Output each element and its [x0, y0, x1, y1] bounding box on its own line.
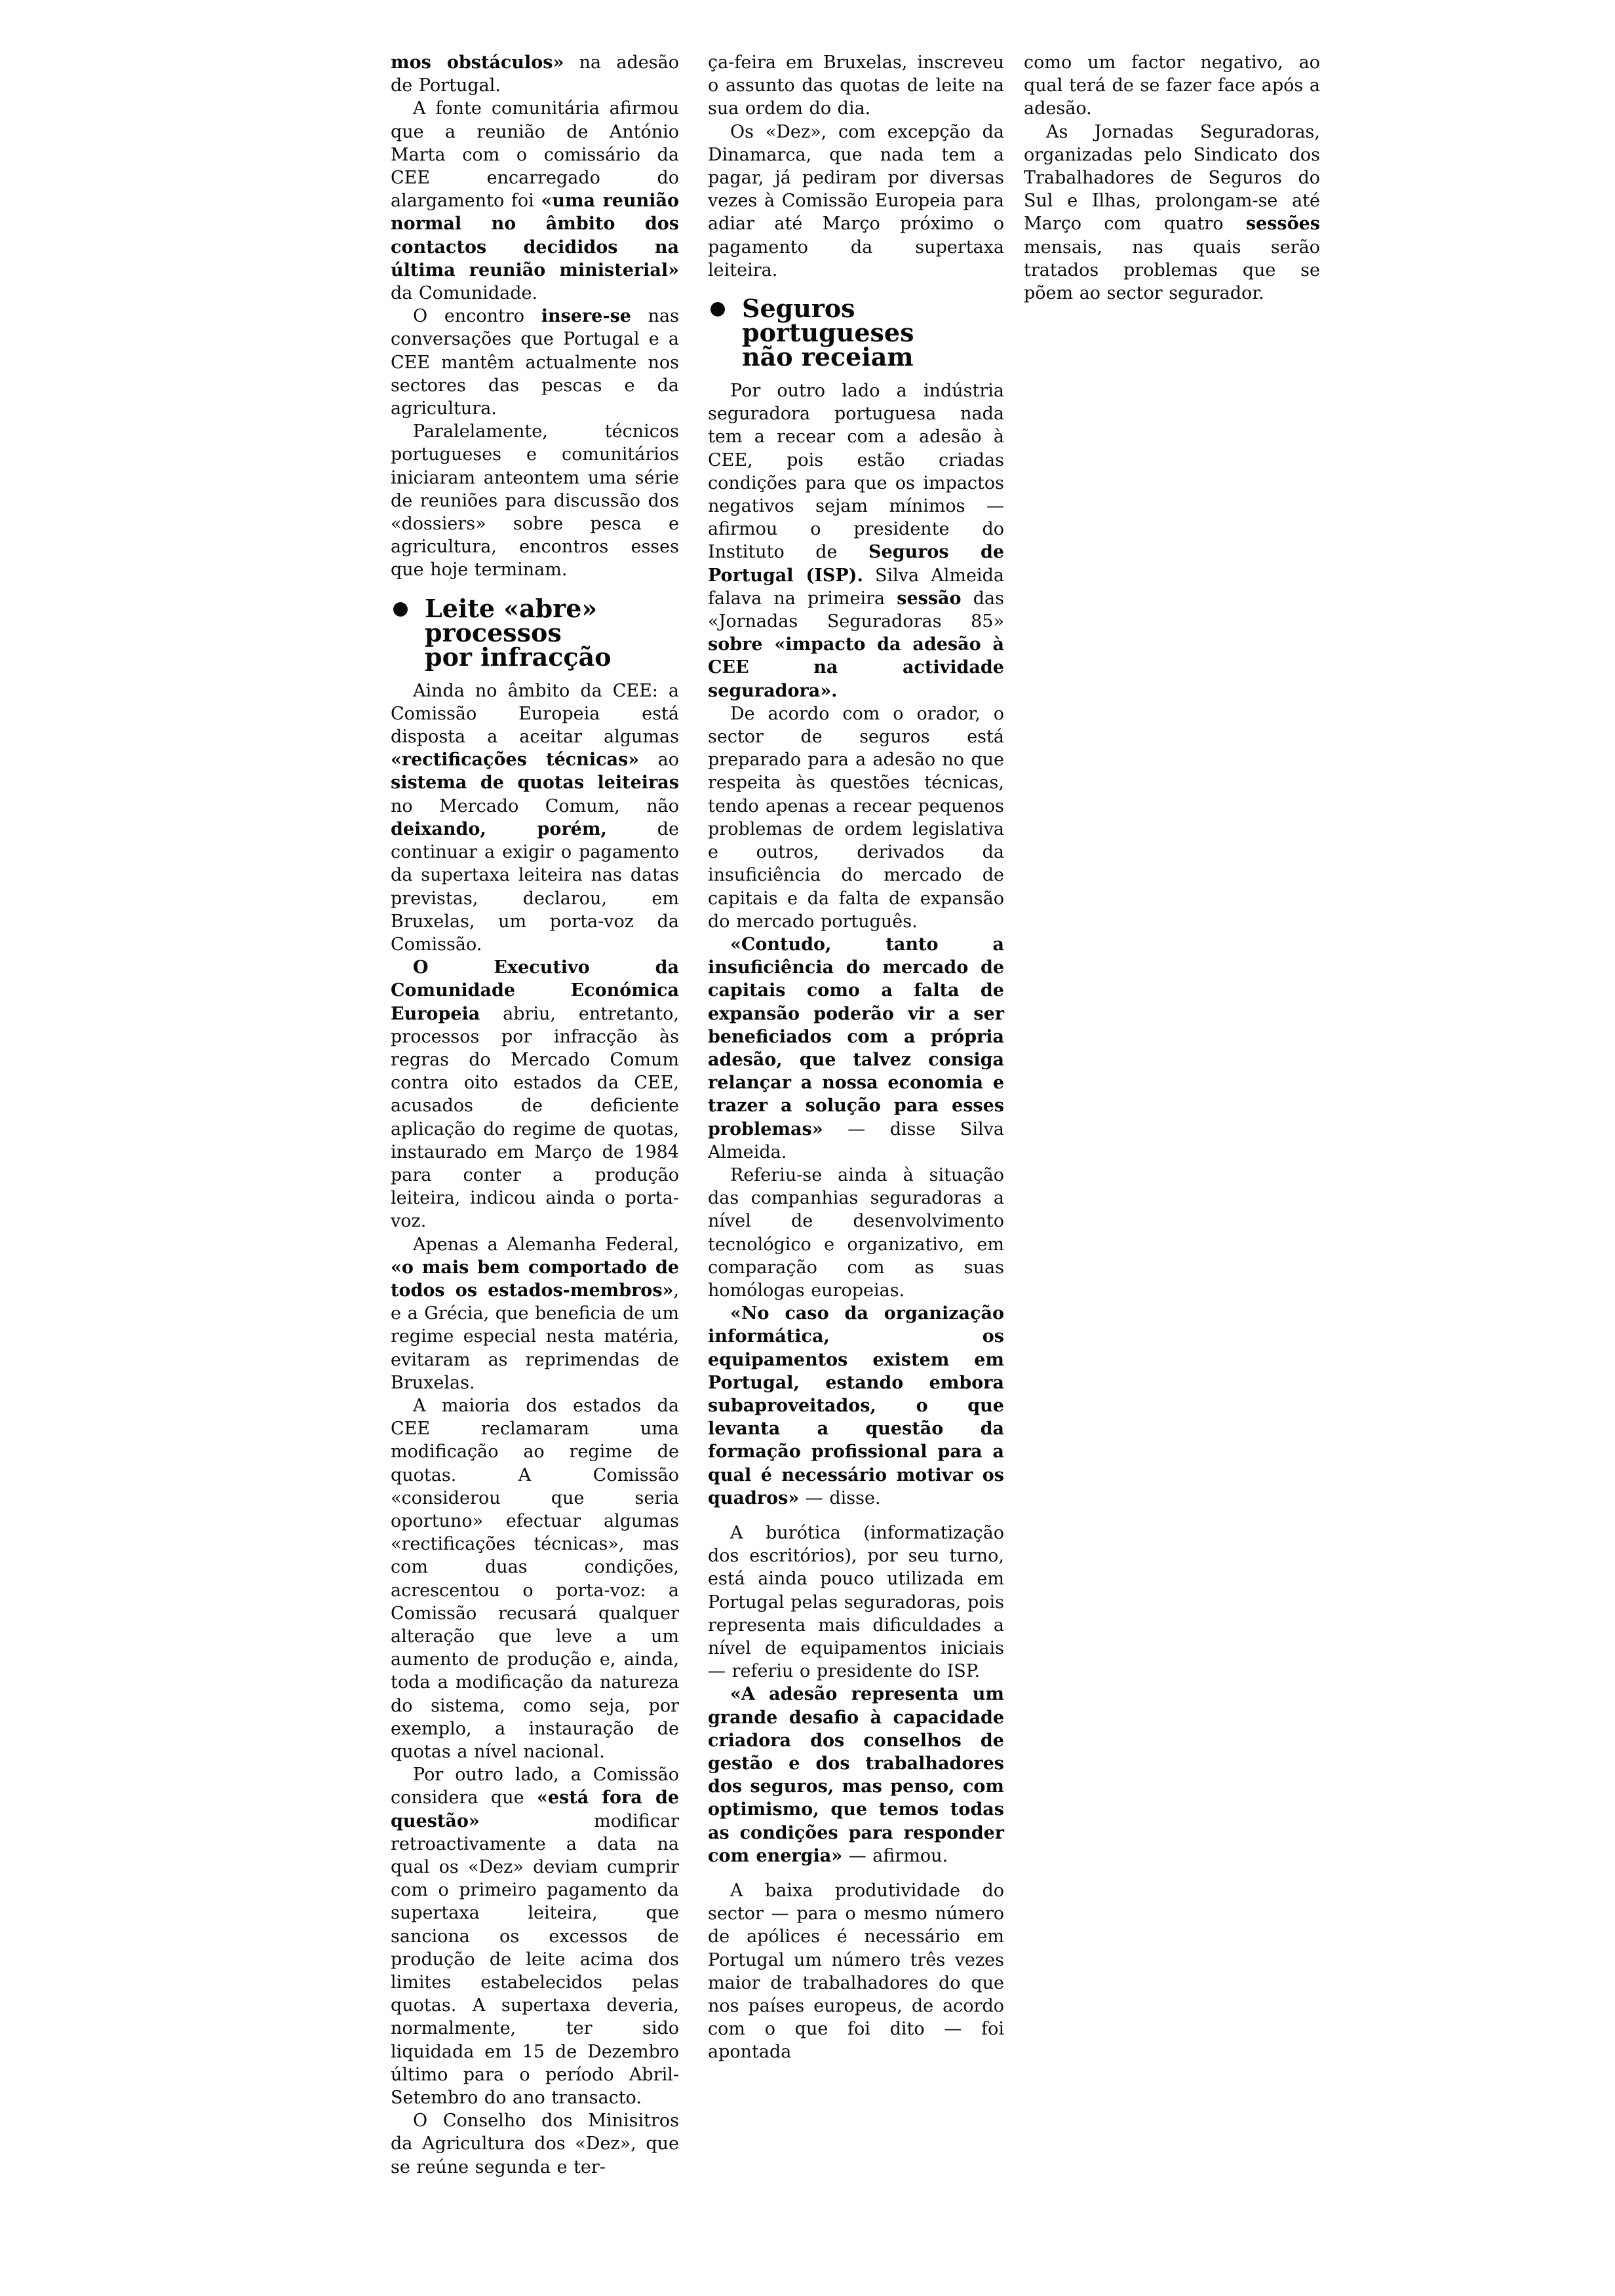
article-paragraph: [708, 379, 1004, 702]
article-paragraph: [391, 305, 679, 420]
body-text: Por outro lado, a Comissão considera que: [391, 1765, 679, 1808]
article-paragraph: [708, 51, 1004, 121]
heading-line: por infracção: [425, 641, 612, 672]
body-text: — afirmou.: [842, 1845, 948, 1866]
body-text: como um factor negativo, ao qual terá de se fazer face após a adesão.: [1024, 52, 1320, 119]
body-text: Por outro lado a indústria seguradora portuguesa nada tem a recear com a adesão à CEE, pois estão criadas condições para que os impactos negativos sejam mínimos — afirmou o presidente do Instituto de: [708, 381, 1004, 563]
body-text: A maioria dos estados da CEE reclamaram uma modificação ao regime de quotas. A Comissão «considerou que seria oportuno» efectuar algumas «rectificações técnicas», mas com duas condições, acrescentou o porta-voz: a Comissão recusará qualquer alteração que leve a um aumento de produção e, ainda, toda a modificação da natureza do sistema, como seja, por exemplo, a instauração de quotas a nível nacional.: [391, 1395, 679, 1763]
bold-text: «Contudo, tanto a insuficiência do mercado de capitais como a falta de expansão poderão vir a ser beneficiados com a própria adesão, que talvez consiga relançar a nossa economia e trazer a solução para esses problemas»: [708, 934, 1004, 1139]
body-text: De acordo com o orador, o sector de seguros está preparado para a adesão no que respeita às questões técnicas, tendo apenas a recear pequenos problemas de ordem legislativa e outros, derivados da insuficiência do mercado de capitais e da falta de expansão do mercado português.: [708, 703, 1004, 932]
bold-text: «No caso da organização informática, os equipamentos existem em Portugal, estando embora subaproveitados, o que levanta a questão da formação profissional para a qual é necessário motivar os quadros»: [708, 1303, 1004, 1508]
body-text: das «Jornadas Seguradoras 85»: [708, 588, 1005, 632]
bullet-icon: [710, 302, 725, 316]
article-paragraph: [1024, 51, 1320, 121]
article-paragraph: [391, 420, 679, 581]
heading-line: Seguros: [742, 294, 855, 324]
article-paragraph: [708, 933, 1004, 1164]
bold-text: sessão: [897, 588, 962, 609]
bold-text: O Executivo da Comunidade Económica Europeia: [391, 957, 679, 1024]
body-text: , e a Grécia, que beneficia de um regime especial nesta matéria, evitaram as reprimendas de Bruxelas.: [391, 1280, 679, 1393]
bold-text: «o mais bem comportado de todos os estados-membros»: [391, 1257, 679, 1301]
bold-text: sessões: [1245, 214, 1320, 235]
body-text: Ainda no âmbito da CEE: a Comissão Europeia está disposta a aceitar algumas: [391, 680, 679, 748]
heading-line: Leite «abre»: [425, 593, 598, 623]
heading-line: processos: [425, 617, 562, 647]
body-text: As Jornadas Seguradoras, organizadas pelo Sindicato dos Trabalhadores de Seguros do Sul e Ilhas, prolongam-se até Março com quatro: [1024, 121, 1320, 235]
article-paragraph: [708, 1879, 1004, 2064]
article-column-1: [391, 51, 679, 2179]
article-paragraph: [708, 1683, 1004, 1867]
article-paragraph: [708, 1521, 1004, 1683]
article-paragraph: [708, 121, 1004, 282]
bold-text: «A adesão representa um grande desafio à capacidade criadora dos conselhos de gestão e dos trabalhadores dos seguros, mas penso, com optimismo, que temos todas as condições para responder com energia»: [708, 1684, 1004, 1866]
body-text: — disse Silva Almeida.: [708, 1119, 1004, 1162]
bold-text: insere-se: [541, 306, 631, 327]
article-paragraph: [391, 97, 679, 305]
body-text: abriu, entretanto, processos por infracção às regras do Mercado Comum contra oito estados da CEE, acusados de deficiente aplicação do regime de quotas, instaurado em Março de 1984 para conter a produção leiteira, indicou ainda o porta-voz.: [391, 1003, 679, 1232]
body-text: no Mercado Comum, não: [391, 795, 679, 816]
section-heading: [708, 294, 1004, 372]
bold-text: «rectificações técnicas»: [391, 750, 640, 771]
body-text: de continuar a exigir o pagamento da supertaxa leiteira nas datas previstas, declarou, em Bruxelas, um porta-voz da Comissão.: [391, 818, 679, 955]
article-paragraph: [391, 51, 679, 97]
body-text: Os «Dez», com excepção da Dinamarca, que nada tem a pagar, já pediram por diversas vezes à Comissão Europeia para adiar até Março próximo o pagamento da supertaxa leiteira.: [708, 121, 1004, 280]
bold-text: «está fora de questão»: [391, 1788, 680, 1831]
body-text: A burótica (informatização dos escritórios), por seu turno, está ainda pouco utilizada em Portugal pelas seguradoras, pois representa mais dificuldades a nível de equipamentos iniciais — referiu o presidente do ISP.: [708, 1522, 1004, 1682]
bold-text: mos obstáculos»: [391, 52, 564, 73]
body-text: Silva Almeida falava na primeira: [708, 565, 1005, 609]
body-text: na adesão de Portugal.: [391, 52, 679, 96]
article-column-3: [1024, 51, 1320, 305]
bold-text: sistema de quotas leiteiras: [391, 773, 679, 794]
heading-line: portugueses: [742, 318, 914, 348]
body-text: — disse.: [799, 1487, 881, 1508]
article-paragraph: [391, 1233, 679, 1394]
article-paragraph: [391, 1394, 679, 1763]
body-text: O Conselho dos Minisitros da Agricultura dos «Dez», que se reúne segunda e ter-: [391, 2111, 679, 2177]
body-text: Paralelamente, técnicos portugueses e comunitários iniciaram anteontem uma série de reuniões para discussão dos «dossiers» sobre pesca e agricultura, encontros esses que hoje terminam.: [391, 421, 679, 581]
article-paragraph: [708, 1164, 1004, 1302]
body-text: modificar retroactivamente a data na qual os «Dez» deviam cumprir com o primeiro pagamento da supertaxa leiteira, que sanciona os excessos de produção de leite acima dos limites estabelecidos pelas quotas. A supertaxa deveria, normalmente, ter sido liquidada em 15 de Dezembro último para o período Abril-Setembro do ano transacto.: [391, 1810, 679, 2109]
article-column-2: [708, 51, 1004, 2064]
body-text: Referiu-se ainda à situação das companhias seguradoras a nível de desenvolvimento tecnológico e organizativo, em comparação com as suas homólogas europeias.: [708, 1164, 1004, 1301]
article-paragraph: [708, 1302, 1004, 1510]
bold-text: deixando, porém,: [391, 818, 607, 839]
bold-text: Seguros de Portugal (ISP).: [708, 542, 1005, 586]
body-text: mensais, nas quais serão tratados problemas que se põem ao sector segurador.: [1024, 237, 1320, 304]
section-heading: [391, 593, 679, 672]
bold-text: sobre «impacto da adesão à CEE na actividade seguradora».: [708, 634, 1004, 701]
body-text: ao: [639, 750, 679, 771]
body-text: A baixa produtividade do sector — para o mesmo número de apólices é necessário em Portugal um número três vezes maior de trabalhadores do que nos países europeus, de acordo com o que foi dito — foi apontada: [708, 1881, 1004, 2063]
bullet-icon: [393, 602, 408, 617]
article-paragraph: [391, 956, 679, 1233]
body-text: nas conversações que Portugal e a CEE mantêm actualmente nos sectores das pescas e da agricultura.: [391, 306, 679, 419]
body-text: O encontro: [413, 306, 541, 327]
article-paragraph: [708, 702, 1004, 933]
article-paragraph: [391, 1763, 679, 2109]
body-text: A fonte comunitária afirmou que a reunião de António Marta com o comissário da CEE encarregado do alargamento foi: [391, 98, 679, 212]
article-paragraph: [391, 2109, 679, 2179]
article-paragraph: [391, 679, 679, 956]
article-paragraph: [1024, 121, 1320, 305]
body-text: ça-feira em Bruxelas, inscreveu o assunto das quotas de leite na sua ordem do dia.: [708, 52, 1004, 119]
body-text: Apenas a Alemanha Federal,: [413, 1234, 679, 1255]
body-text: da Comunidade.: [391, 283, 538, 304]
bold-text: «uma reunião normal no âmbito dos contactos decididos na última reunião ministerial»: [391, 191, 679, 280]
heading-line: não receiam: [742, 342, 914, 372]
